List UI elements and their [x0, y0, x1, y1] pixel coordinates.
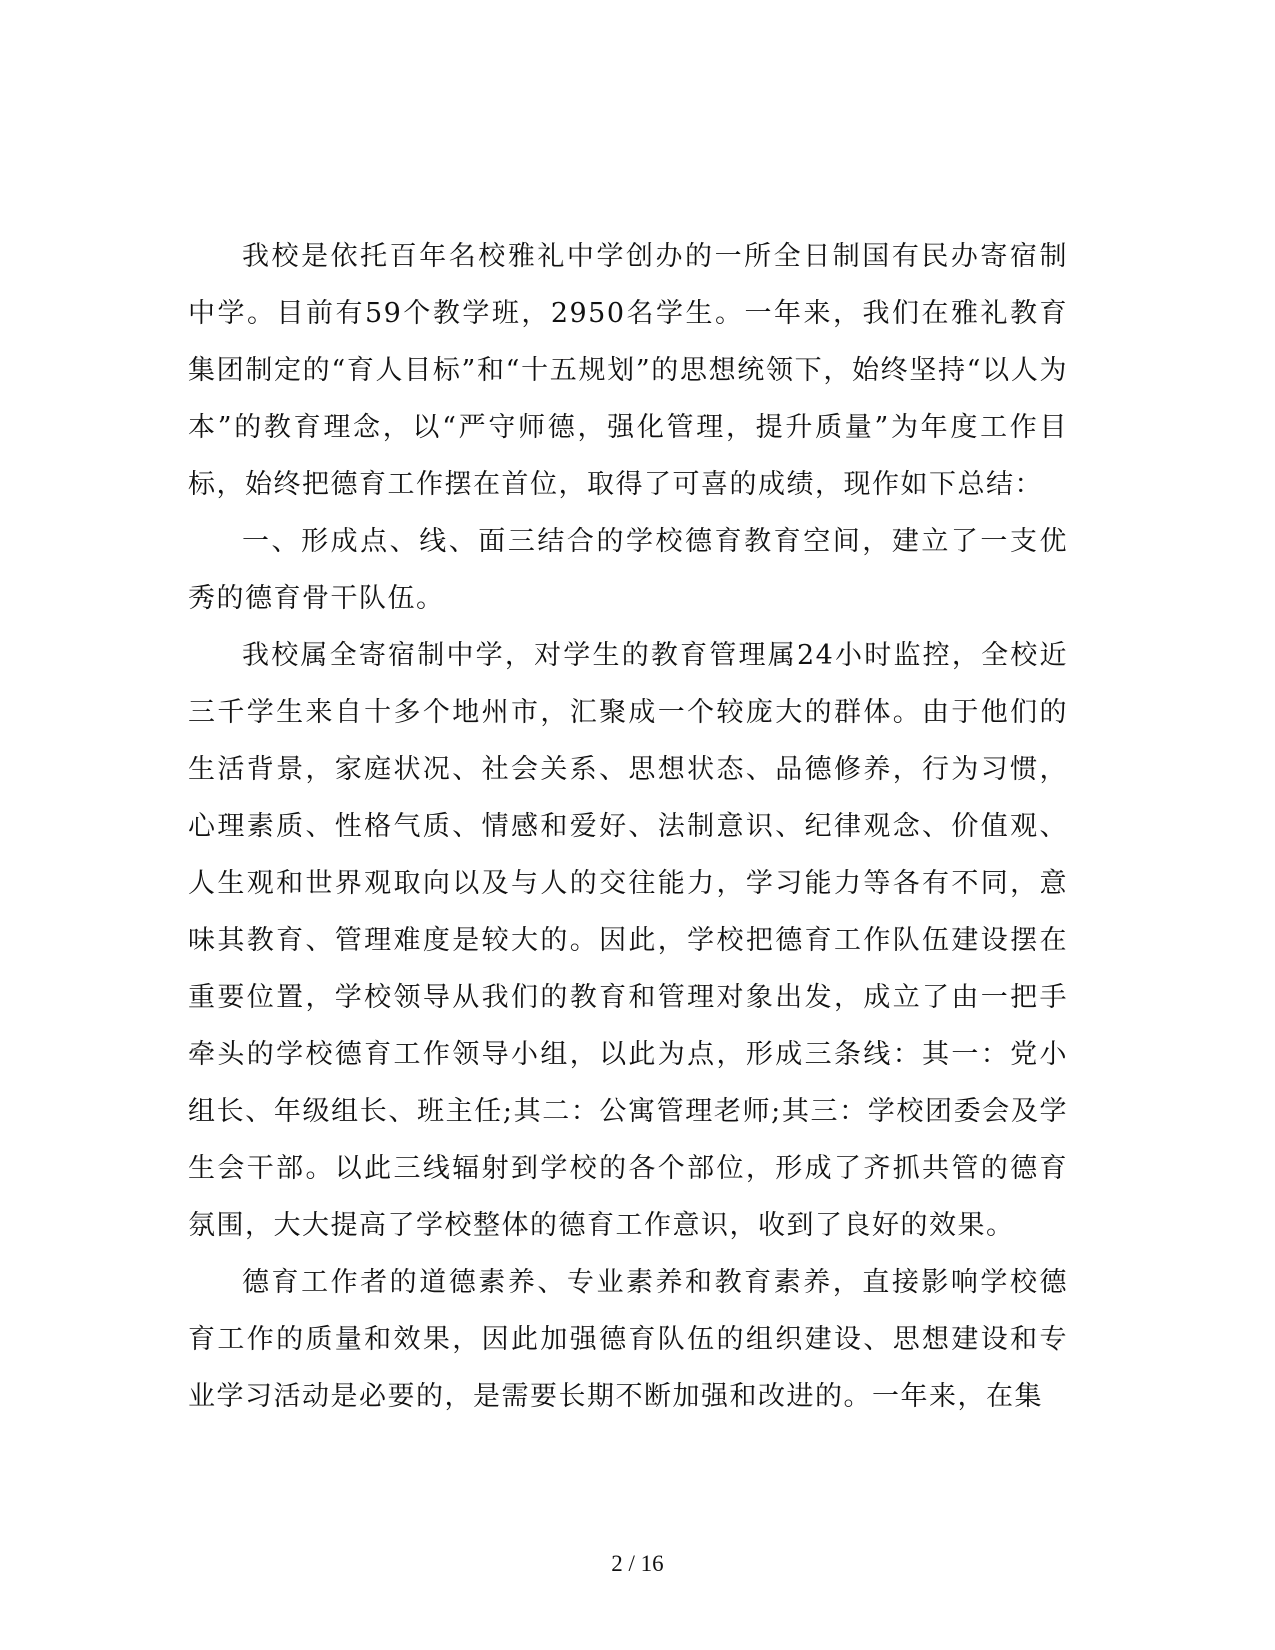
page-number: 2 / 16	[611, 1551, 664, 1576]
paragraph-intro: 我校是依托百年名校雅礼中学创办的一所全日制国有民办寄宿制中学。目前有59个教学班，2950名学生。一年来，我们在雅礼教育集团制定的“育人目标”和“十五规划”的思想统领下，始终坚持“以人为本”的教育理念，以“严守师德，强化管理，提升质量”为年度工作目标，始终把德育工作摆在首位，取得了可喜的成绩，现作如下总结：	[188, 241, 1068, 500]
body-text	[188, 228, 1068, 1425]
section-heading-one: 一、形成点、线、面三结合的学校德育教育空间，建立了一支优秀的德育骨干队伍。	[188, 526, 1068, 614]
paragraph-boarding-school: 我校属全寄宿制中学，对学生的教育管理属24小时监控，全校近三千学生来自十多个地州市，汇聚成一个较庞大的群体。由于他们的生活背景，家庭状况、社会关系、思想状态、品德修养，行为习惯，心理素质、性格气质、情感和爱好、法制意识、纪律观念、价值观、人生观和世界观取向以及与人的交往能力，学习能力等各有不同，意味其教育、管理难度是较大的。因此，学校把德育工作队伍建设摆在重要位置，学校领导从我们的教育和管理对象出发，成立了由一把手牵头的学校德育工作领导小组，以此为点，形成三条线：其一：党小组长、年级组长、班主任;其二：公寓管理老师;其三：学校团委会及学生会干部。以此三线辐射到学校的各个部位，形成了齐抓共管的德育氛围，大大提高了学校整体的德育工作意识，收到了良好的效果。	[188, 640, 1068, 1241]
paragraph-moral-educators: 德育工作者的道德素养、专业素养和教育素养，直接影响学校德育工作的质量和效果，因此加强德育队伍的组织建设、思想建设和专业学习活动是必要的，是需要长期不断加强和改进的。一年来，在集	[188, 1267, 1068, 1412]
